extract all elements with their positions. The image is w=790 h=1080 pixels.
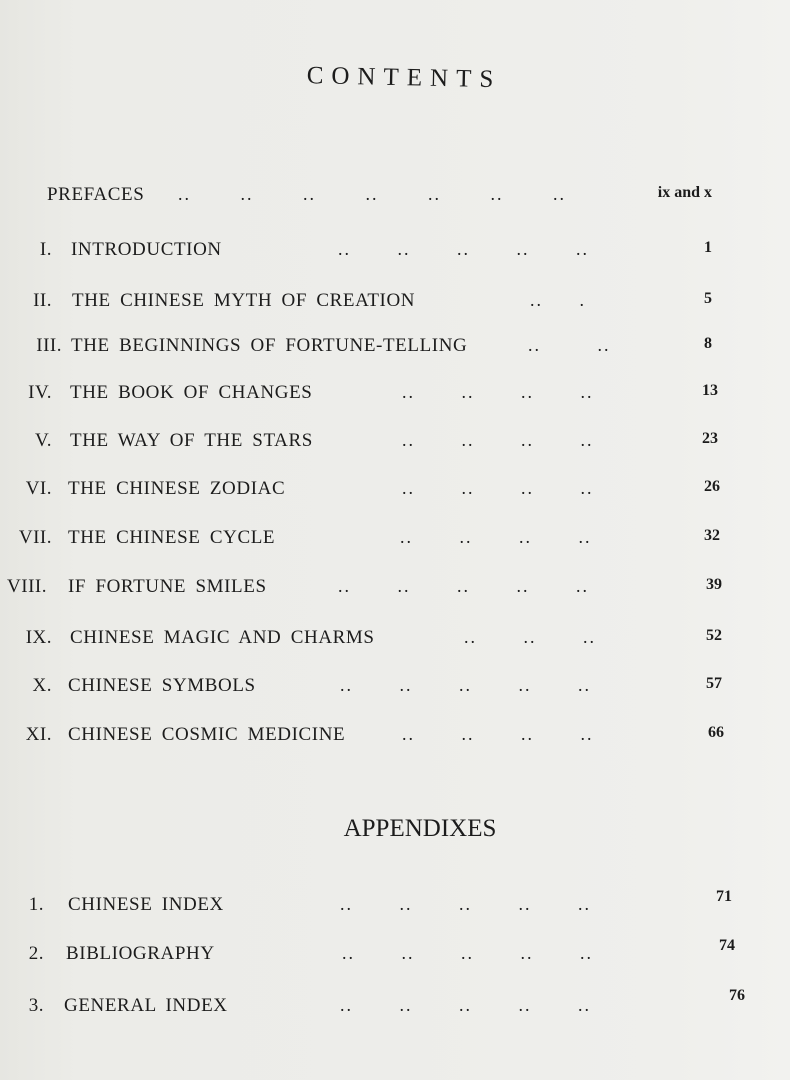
- toc-page-number: 66: [708, 724, 724, 741]
- dot-leader: .. .. .. ..: [402, 382, 594, 402]
- toc-row-appendix[interactable]: [0, 888, 790, 924]
- chapter-numeral: V.: [34, 430, 52, 451]
- chapter-numeral: I.: [39, 239, 52, 260]
- dot-leader: .. .. .. ..: [402, 724, 594, 744]
- toc-row-chapter[interactable]: [0, 527, 790, 557]
- toc-row-chapter[interactable]: [0, 478, 790, 508]
- dot-leader: .. .. .. .. ..: [338, 576, 589, 596]
- appendix-number: 1.: [28, 894, 44, 915]
- toc-page-number: 13: [702, 382, 718, 399]
- toc-row-chapter[interactable]: [0, 675, 790, 705]
- toc-row-chapter[interactable]: [0, 239, 790, 269]
- dot-leader: .. .. .. .. ..: [338, 239, 589, 259]
- toc-row-chapter[interactable]: [0, 382, 790, 412]
- appendix-number: 3.: [28, 995, 44, 1016]
- toc-entry-title: GENERAL INDEX: [64, 995, 228, 1016]
- toc-row-appendix[interactable]: [0, 987, 790, 1025]
- toc-page-number: 76: [729, 987, 745, 1004]
- chapter-numeral: III.: [36, 335, 62, 356]
- toc-page-number: 8: [704, 335, 712, 352]
- toc-page-number: 32: [704, 527, 720, 544]
- toc-page-number: 52: [706, 627, 722, 644]
- toc-entry-title: PREFACES: [47, 184, 145, 205]
- chapter-numeral: VI.: [25, 478, 52, 499]
- chapter-numeral: XI.: [25, 724, 52, 745]
- toc-entry-title: THE CHINESE CYCLE: [68, 527, 276, 548]
- dot-leader: .. .. .. ..: [402, 478, 594, 498]
- toc-entry-title: THE WAY OF THE STARS: [70, 430, 313, 451]
- toc-row-prefaces[interactable]: [0, 184, 790, 214]
- toc-entry-title: INTRODUCTION: [71, 239, 222, 260]
- toc-entry-title: THE BOOK OF CHANGES: [70, 382, 313, 403]
- chapter-numeral: VIII.: [7, 576, 47, 597]
- toc-page-number: 74: [719, 937, 735, 954]
- toc-page-number: ix and x: [657, 184, 712, 201]
- toc-row-chapter[interactable]: [0, 290, 790, 320]
- toc-entry-title: THE BEGINNINGS OF FORTUNE-TELLING: [71, 335, 468, 356]
- appendixes-heading: APPENDIXES: [343, 815, 497, 842]
- toc-page-number: 71: [716, 888, 732, 905]
- dot-leader: .. .. .. .. ..: [340, 675, 591, 695]
- dot-leader: .. ..: [528, 335, 611, 355]
- chapter-numeral: IV.: [28, 382, 52, 403]
- dot-leader: .. .: [530, 290, 586, 310]
- chapter-numeral: IX.: [25, 627, 52, 648]
- toc-row-chapter[interactable]: [0, 627, 790, 657]
- toc-entry-title: CHINESE COSMIC MEDICINE: [68, 724, 346, 745]
- toc-row-appendix[interactable]: [0, 937, 790, 973]
- toc-page-number: 57: [706, 675, 722, 692]
- toc-entry-title: THE CHINESE ZODIAC: [68, 478, 286, 499]
- dot-leader: .. .. ..: [464, 627, 596, 647]
- toc-entry-title: CHINESE MAGIC AND CHARMS: [70, 627, 375, 648]
- chapter-numeral: VII.: [18, 527, 52, 548]
- appendix-number: 2.: [28, 943, 44, 964]
- page-title: CONTENTS: [306, 62, 502, 94]
- toc-page-number: 1: [704, 239, 712, 256]
- chapter-numeral: X.: [32, 675, 52, 696]
- toc-page-number: 23: [702, 430, 718, 447]
- dot-leader: .. .. .. ..: [402, 430, 594, 450]
- dot-leader: .. .. .. .. .. .. ..: [178, 184, 566, 204]
- toc-row-chapter[interactable]: [0, 576, 790, 606]
- dot-leader: .. .. .. .. ..: [340, 995, 591, 1015]
- toc-page-number: 5: [704, 290, 712, 307]
- toc-entry-title: IF FORTUNE SMILES: [68, 576, 267, 597]
- toc-entry-title: THE CHINESE MYTH OF CREATION: [72, 290, 416, 311]
- toc-entry-title: CHINESE SYMBOLS: [68, 675, 256, 696]
- toc-row-chapter[interactable]: [0, 430, 790, 460]
- toc-row-chapter[interactable]: [0, 724, 790, 754]
- toc-page-number: 39: [706, 576, 722, 593]
- dot-leader: .. .. .. .. ..: [342, 943, 593, 963]
- toc-row-chapter[interactable]: [0, 335, 790, 365]
- dot-leader: .. .. .. ..: [400, 527, 592, 547]
- toc-entry-title: BIBLIOGRAPHY: [66, 943, 215, 964]
- chapter-numeral: II.: [33, 290, 52, 311]
- toc-page-number: 26: [704, 478, 720, 495]
- toc-entry-title: CHINESE INDEX: [68, 894, 224, 915]
- dot-leader: .. .. .. .. ..: [340, 894, 591, 914]
